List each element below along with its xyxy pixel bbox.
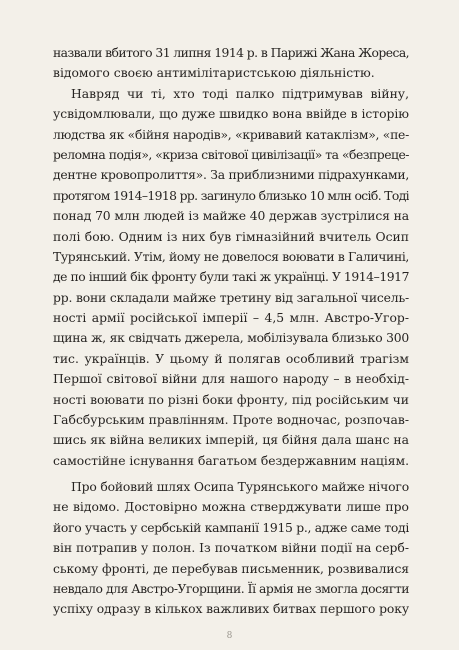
- paragraph-3-line: його участь у сербській кампанії 1915 р., адже саме тоді: [53, 520, 409, 535]
- paragraph-2-line: полі бою. Одним із них був гімназійний вчитель Осип: [53, 229, 409, 244]
- paragraph-2-line: протягом 1914–1918 рр. загинуло близько 10 млн осіб. Тоді: [53, 188, 409, 203]
- paragraph-3-line: Про бойовий шлях Осипа Турянського майже нічого: [71, 480, 409, 494]
- paragraph-3-line: ському фронті, де перебував письменник, розвивалися: [53, 561, 409, 576]
- paragraph-3-line: невдало для Австро-Угорщини. Її армія не змогла досягти: [53, 581, 409, 596]
- paragraph-2-line: де по інший бік фронту були такі ж українці. У 1914–1917: [53, 270, 409, 285]
- paragraph-2-line: Турянський. Утім, йому не довелося воювати в Галичині,: [53, 249, 409, 264]
- paragraph-2-line: ності воювати по різні боки фронту, під російським чи: [53, 392, 409, 407]
- paragraph-2-line: усвідомлювали, що дуже швидко вона ввійде в історію: [53, 107, 409, 122]
- paragraph-2-line: шись як війна великих імперій, ця бійня дала шанс на: [53, 433, 409, 448]
- paragraph-2-line: ності армії російської імперії – 4,5 млн. Австро-Угор-: [53, 311, 409, 326]
- paragraph-2-line: понад 70 млн людей із майже 40 держав зустрілися на: [53, 209, 409, 224]
- paragraph-3-line: він потрапив у полон. Із початком війни події на серб-: [53, 541, 409, 556]
- text-block-lower: [53, 477, 409, 620]
- paragraph-2-line: дентне кровопролиття». За приблизними підрахунками,: [53, 168, 409, 183]
- paragraph-2-line: Габсбурським правлінням. Проте водночас, розпочав-: [53, 413, 409, 428]
- paragraph-3-line: не відомо. Достовірно можна стверджувати лише про: [53, 500, 409, 515]
- paragraph-2-line: рр. вони складали майже третину від загальної чисель-: [53, 290, 409, 305]
- paragraph-2-line: Навряд чи ті, хто тоді палко підтримував війну,: [71, 86, 409, 101]
- paragraph-1-line: назвали вбитого 31 липня 1914 р. в Парижі Жана Жореса,: [53, 46, 409, 60]
- page-number: 8: [226, 631, 233, 641]
- text-block-upper: [53, 43, 409, 471]
- paragraph-2-line: тис. українців. У цьому й полягав особливий трагізм: [53, 351, 409, 366]
- paragraph-2-line: реломна подія», «криза світової цивілізації» та «безпреце-: [53, 147, 409, 162]
- paragraph-2-line: Першої світової війни для нашого народу – в необхід-: [53, 372, 409, 387]
- paragraph-3-line: успіху одразу в кількох важливих битвах першого року: [53, 602, 409, 617]
- paragraph-2-line: людства як «бійня народів», «кривавий катаклізм», «пе-: [53, 127, 409, 142]
- paragraph-2-line: щина ж, як свідчать джерела, мобілізувала близько 300: [53, 331, 409, 346]
- paragraph-2-line: самостійне існування багатьом бездержавним націям.: [53, 453, 409, 468]
- paragraph-1-line: відомого своєю антимілітаристською діяльністю.: [53, 66, 375, 81]
